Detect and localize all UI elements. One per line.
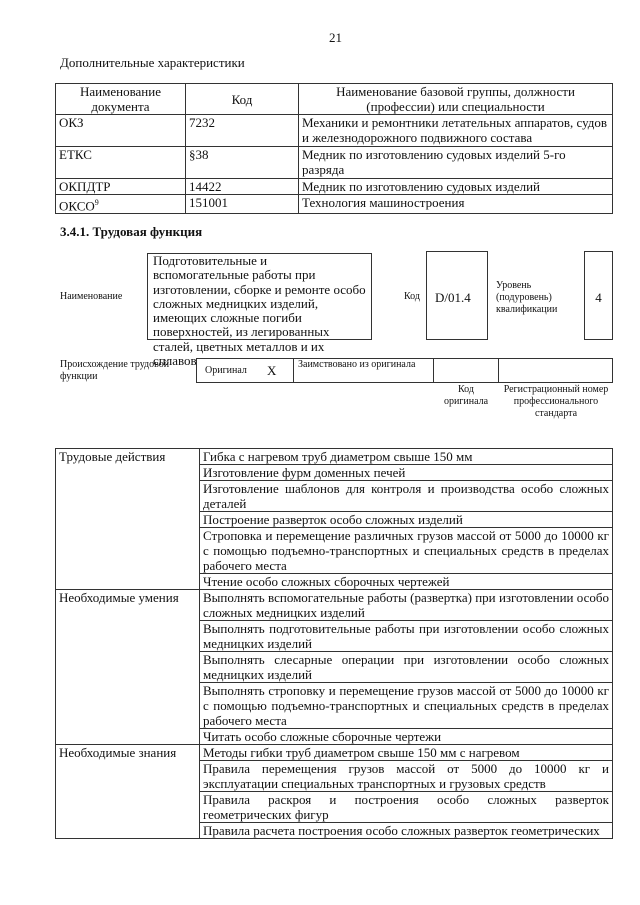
cell-code: 151001 (186, 195, 299, 214)
name-label: Наименование (60, 291, 123, 302)
cell-doc: ОКЗ (56, 115, 186, 147)
level-box: 4 (584, 251, 613, 340)
additional-table (55, 83, 613, 214)
reg-number-label: Регистрационный номер профессионального стандарта (503, 384, 609, 419)
divider (498, 359, 499, 382)
detail-item: Выполнять слесарные операции при изготовлении особо сложных медницких изделий (200, 652, 613, 683)
detail-item: Выполнять вспомогательные работы (развертка) при изготовлении особо сложных медницких изделий (200, 590, 613, 621)
original-label: Оригинал (205, 365, 247, 376)
detail-item: Изготовление фурм доменных печей (200, 465, 613, 481)
table-row (56, 195, 613, 214)
cell-code: 7232 (186, 115, 299, 147)
original-mark: X (267, 363, 277, 378)
detail-item: Строповка и перемещение различных грузов массой от 5000 до 10000 кг с помощью подъемно-транспортных и специальных средств в пределах рабочего места (200, 528, 613, 574)
function-heading: 3.4.1. Трудовая функция (60, 224, 203, 239)
cell-doc: ОКПДТР (56, 179, 186, 195)
cell-name: Медник по изготовлению судовых изделий (299, 179, 613, 195)
detail-item: Правила перемещения грузов массой от 5000 до 10000 кг и эксплуатации специальных транспортных и грузовых средств (200, 761, 613, 792)
function-name-box: Подготовительные и вспомогательные работы при изготовлении, сборке и ремонте особо сложных медницких изделий, имеющих сложные погиби поверхностей, из легированных сталей, цветных металлов и их сплавов (147, 253, 372, 340)
detail-item: Правила раскроя и построения особо сложных разверток геометрических фигур (200, 792, 613, 823)
group-label: Необходимые умения (56, 590, 200, 745)
origin-label: Происхождение трудовой функции (60, 359, 170, 382)
doc-name: ОКСО (59, 198, 95, 214)
detail-item: Построение разверток особо сложных изделий (200, 512, 613, 528)
detail-item: Гибка с нагревом труб диаметром свыше 150 мм (200, 449, 613, 465)
detail-item: Правила расчета построения особо сложных разверток геометрических (200, 823, 613, 839)
table-row (56, 590, 613, 621)
detail-item: Чтение особо сложных сборочных чертежей (200, 574, 613, 590)
divider (433, 359, 434, 382)
group-label: Необходимые знания (56, 745, 200, 839)
orig-code-label: Код оригинала (443, 384, 489, 407)
code-label: Код (404, 291, 420, 302)
header-name: Наименование базовой группы, должности (профессии) или специальности (299, 84, 613, 115)
cell-doc: ЕТКС (56, 147, 186, 179)
detail-item: Изготовление шаблонов для контроля и производства особо сложных деталей (200, 481, 613, 512)
detail-item: Выполнять строповку и перемещение грузов массой от 5000 до 10000 кг с помощью подъемно-транспортных и специальных средств в пределах рабочего места (200, 683, 613, 729)
divider (293, 359, 294, 382)
table-row (56, 147, 613, 179)
header-code: Код (186, 84, 299, 115)
group-label: Трудовые действия (56, 449, 200, 590)
section-title: Дополнительные характеристики (60, 55, 245, 70)
page-number: 21 (329, 30, 342, 45)
detail-item: Выполнять подготовительные работы при изготовлении особо сложных медницких изделий (200, 621, 613, 652)
table-row (56, 449, 613, 465)
function-code-box: D/01.4 (426, 251, 488, 340)
table-row (56, 179, 613, 195)
level-label: Уровень (подуровень) квалификации (496, 280, 558, 315)
cell-name: Технология машиностроения (299, 195, 613, 214)
origin-table (196, 358, 613, 383)
header-doc: Наименование документа (56, 84, 186, 115)
cell-name: Медник по изготовлению судовых изделий 5-го разряда (299, 147, 613, 179)
table-header (56, 84, 613, 115)
cell-doc (56, 195, 186, 214)
details-table (55, 448, 613, 839)
detail-item: Читать особо сложные сборочные чертежи (200, 729, 613, 745)
detail-item: Методы гибки труб диаметром свыше 150 мм с нагревом (200, 745, 613, 761)
table-row (56, 115, 613, 147)
table-row (56, 745, 613, 761)
borrowed-label: Заимствовано из оригинала (298, 359, 416, 370)
cell-code: 14422 (186, 179, 299, 195)
cell-code: §38 (186, 147, 299, 179)
footnote-ref: 9 (94, 198, 99, 207)
cell-name: Механики и ремонтники летательных аппаратов, судов и железнодорожного подвижного состава (299, 115, 613, 147)
